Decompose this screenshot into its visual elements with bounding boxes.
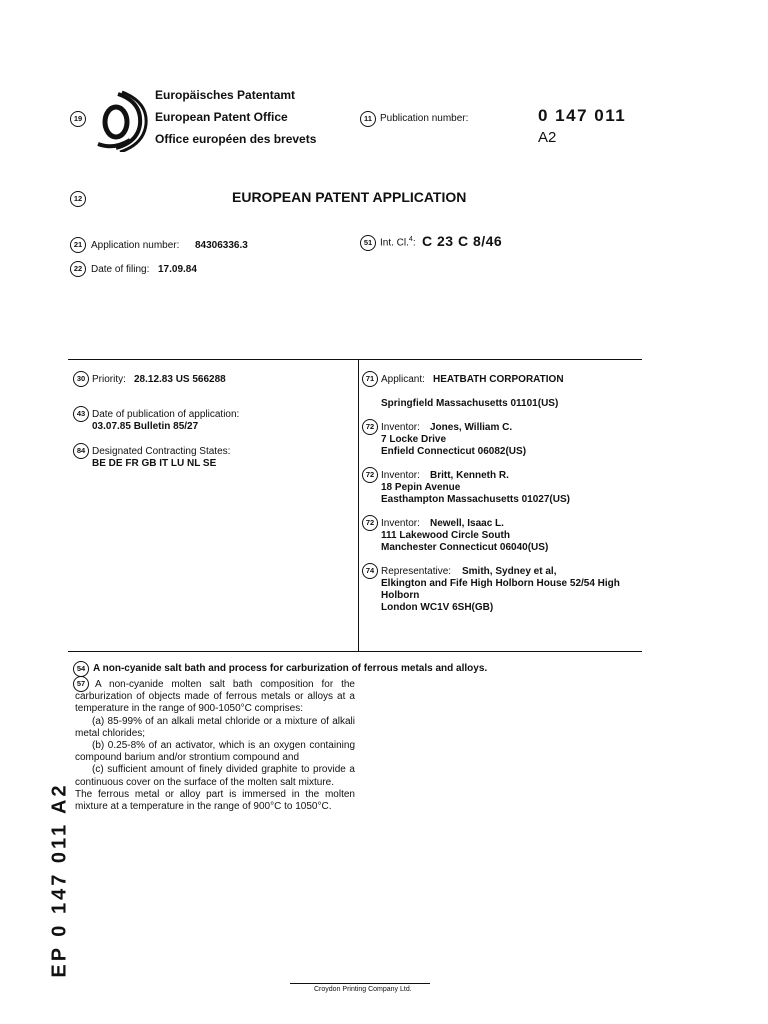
application-number: 84306336.3 [195, 240, 248, 251]
representative-address-line: Elkington and Fife High Holborn House 52/54 High [381, 578, 620, 589]
inid-code-72: 72 [362, 467, 378, 483]
abstract-item-b: (b) 0.25-8% of an activator, which is an oxygen containing compound barium and/or strontium compound and [75, 740, 355, 764]
int-cl-label: Int. Cl.$^4$: [380, 236, 416, 249]
representative-label: Representative: [381, 566, 452, 577]
inid-code-12: 12 [70, 191, 86, 207]
representative-name: Smith, Sydney et al, [462, 566, 557, 577]
inid-code-19: 19 [70, 111, 86, 127]
filing-date-label: Date of filing: [91, 264, 150, 275]
priority-label: Priority: [92, 374, 126, 385]
bottom-rule [68, 651, 642, 652]
inventor-label: Inventor: [381, 470, 420, 481]
side-publication-number: EP 0 147 011 A2 [48, 782, 71, 978]
inid-code-54: 54 [73, 661, 89, 677]
int-cl-label-text: Int. Cl. [380, 237, 409, 249]
inid-code-74: 74 [362, 563, 378, 579]
abstract-text [75, 679, 355, 813]
applicant-address: Springfield Massachusetts 01101(US) [381, 398, 559, 409]
publication-date-label: Date of publication of application: [92, 409, 240, 420]
applicant-name: HEATBATH CORPORATION [433, 374, 564, 385]
office-name-fr: Office européen des brevets [155, 132, 317, 146]
applicant-label: Applicant: [381, 374, 425, 385]
inventor-name: Britt, Kenneth R. [430, 470, 509, 481]
inid-code-11: 11 [360, 111, 376, 127]
application-number-label: Application number: [91, 240, 180, 251]
publication-label: Publication number: [380, 113, 469, 124]
designated-states-value: BE DE FR GB IT LU NL SE [92, 458, 217, 469]
printer-credit: Croydon Printing Company Ltd. [314, 986, 412, 993]
office-name-de: Europäisches Patentamt [155, 88, 296, 102]
inventor-label: Inventor: [381, 518, 420, 529]
abstract-intro: A non-cyanide molten salt bath composition for the carburization of objects made of ferrous metals or alloys at a temperature in the range of 900-1050°C comprises: [75, 679, 355, 715]
representative-address-line: London WC1V 6SH(GB) [381, 602, 494, 613]
int-cl-value: C 23 C 8/46 [422, 233, 503, 249]
publication-date-value: 03.07.85 Bulletin 85/27 [92, 421, 199, 432]
document-type: EUROPEAN PATENT APPLICATION [232, 189, 467, 205]
column-divider [358, 359, 359, 651]
inid-code-22: 22 [70, 261, 86, 277]
top-rule [68, 359, 642, 360]
inid-code-84: 84 [73, 443, 89, 459]
kind-code: A2 [538, 129, 557, 146]
inventor-label: Inventor: [381, 422, 420, 433]
designated-states-label: Designated Contracting States: [92, 446, 231, 457]
filing-date: 17.09.84 [158, 264, 197, 275]
inid-code-72: 72 [362, 515, 378, 531]
inid-code-30: 30 [73, 371, 89, 387]
inid-code-72: 72 [362, 419, 378, 435]
invention-title: A non-cyanide salt bath and process for carburization of ferrous metals and alloys. [93, 663, 488, 674]
inventor-address-line: 7 Locke Drive [381, 434, 447, 445]
abstract-final: The ferrous metal or alloy part is immersed in the molten mixture at a temperature in the range of 900°C to 1050°C. [75, 788, 355, 813]
inid-code-71: 71 [362, 371, 378, 387]
inid-code-43: 43 [73, 406, 89, 422]
inventor-address-line: Manchester Connecticut 06040(US) [381, 542, 549, 553]
inventor-name: Jones, William C. [430, 422, 513, 433]
representative-address-line: Holborn [381, 590, 420, 601]
inventor-address-line: Enfield Connecticut 06082(US) [381, 446, 527, 457]
abstract-item-a: (a) 85-99% of an alkali metal chloride or a mixture of alkali metal chlorides; [75, 715, 355, 739]
inventor-address-line: 111 Lakewood Circle South [381, 530, 510, 541]
inid-code-21: 21 [70, 237, 86, 253]
publication-number: 0 147 011 [538, 106, 627, 125]
abstract-item-c: (c) sufficient amount of finely divided graphite to provide a continuous cover on the surface of the molten salt mixture. [75, 764, 355, 788]
int-cl-edition: 4 [408, 236, 413, 243]
priority-value: 28.12.83 US 566288 [134, 374, 226, 385]
inventor-name: Newell, Isaac L. [430, 518, 504, 529]
inventor-address-line: Easthampton Massachusetts 01027(US) [381, 494, 570, 505]
inventor-address-line: 18 Pepin Avenue [381, 482, 461, 493]
office-name-en: European Patent Office [155, 110, 288, 124]
epo-logo [96, 90, 148, 152]
inid-code-51: 51 [360, 235, 376, 251]
inid-code-57: 57 [73, 676, 89, 692]
footer-rule [290, 983, 430, 984]
